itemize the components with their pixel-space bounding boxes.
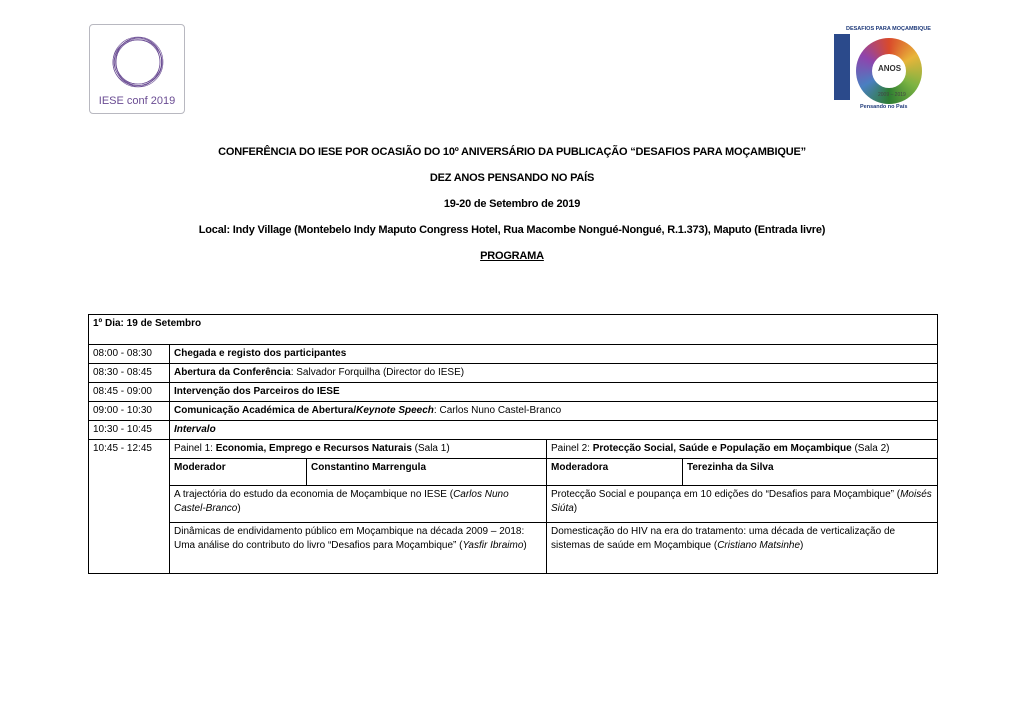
panel1-talk [170, 523, 547, 574]
talk-row [89, 486, 938, 523]
panel1-header [170, 440, 547, 459]
desafios-logo-tagline: Pensando no País [860, 104, 908, 110]
iese-ring-icon [107, 31, 169, 93]
conference-subtitle: DEZ ANOS PENSANDO NO PAÍS [429, 172, 595, 184]
talk-title: Protecção Social e poupança em 10 edições do “Desafios para Moçambique” ( [551, 489, 901, 500]
table-row [89, 345, 938, 364]
day-title: 1º Dia: 19 de Setembro [89, 315, 938, 345]
talk-close: ) [237, 503, 241, 514]
talk-close: ) [800, 540, 804, 551]
time-cell: 08:30 - 08:45 [89, 364, 170, 383]
table-row [89, 402, 938, 421]
panel2-talk [547, 523, 938, 574]
panel2-prefix: Painel 2: [551, 443, 593, 454]
talk-author: Carlos Nuno Castel-Branco [174, 489, 509, 514]
table-row [89, 364, 938, 383]
session-detail: : Carlos Nuno Castel-Branco [433, 405, 562, 416]
session-title: Abertura da Conferência [174, 367, 291, 378]
iese-conf-logo-text: IESE conf 2019 [98, 95, 176, 107]
panel2-moderator-name: Terezinha da Silva [683, 459, 938, 486]
programme-table [88, 314, 938, 574]
desafios-10-anos-logo [834, 24, 932, 116]
desafios-logo-digit-one [834, 34, 850, 100]
talk-close: ) [523, 540, 527, 551]
conference-location: Local: Indy Village (Montebelo Indy Maputo Congress Hotel, Rua Macombe Nongué-Nongué, R.1.373), Maputo (Entrada livre) [198, 224, 826, 236]
session-cell [170, 402, 938, 421]
session-cell [170, 421, 938, 440]
day-header-row [89, 315, 938, 345]
time-cell: 10:45 - 12:45 [89, 440, 170, 574]
panel2-room: (Sala 2) [851, 443, 890, 454]
talk-author: Yasfir Ibraimo [462, 540, 524, 551]
session-title: Intervenção dos Parceiros do IESE [174, 386, 340, 397]
talk-author: Cristiano Matsinhe [717, 540, 800, 551]
panel1-name: Economia, Emprego e Recursos Naturais [215, 443, 412, 454]
panel1-moderator-label: Moderador [170, 459, 307, 486]
panel1-room: (Sala 1) [411, 443, 450, 454]
desafios-logo-anos: ANOS [878, 64, 902, 73]
talk-author: Moisés Siúta [551, 489, 932, 514]
moderator-row [89, 459, 938, 486]
session-title: Comunicação Académica de Abertura/ [174, 405, 357, 416]
panel2-header [547, 440, 938, 459]
talk-title: A trajectória do estudo da economia de Moçambique no IESE ( [174, 489, 454, 500]
panel1-moderator-name: Constantino Marrengula [307, 459, 547, 486]
desafios-logo-title: DESAFIOS PARA MOÇAMBIQUE [846, 26, 931, 32]
table-row [89, 383, 938, 402]
session-title: Chegada e registo dos participantes [174, 348, 347, 359]
session-title-italic: Keynote Speech [356, 405, 434, 416]
talk-title: Dinâmicas de endividamento público em Moçambique na década 2009 – 2018: Uma análise do contributo do livro “Desafios para Moçambique” ( [174, 526, 525, 551]
panel-header-row [89, 440, 938, 459]
talk-close: ) [573, 503, 578, 514]
session-cell [170, 364, 938, 383]
desafios-logo-years: 2009 – 2019 [878, 92, 906, 98]
talk-row [89, 523, 938, 574]
conference-dates: 19-20 de Setembro de 2019 [443, 198, 581, 210]
session-cell [170, 345, 938, 364]
panel2-talk [547, 486, 938, 523]
programa-heading: PROGRAMA [480, 250, 544, 262]
time-cell: 09:00 - 10:30 [89, 402, 170, 421]
session-cell [170, 383, 938, 402]
time-cell: 10:30 - 10:45 [89, 421, 170, 440]
time-cell: 08:45 - 09:00 [89, 383, 170, 402]
table-row [89, 421, 938, 440]
conference-title: CONFERÊNCIA DO IESE POR OCASIÃO DO 10º ANIVERSÁRIO DA PUBLICAÇÃO “DESAFIOS PARA MOÇAMBIQUE” [218, 146, 806, 158]
panel2-name: Protecção Social, Saúde e População em Moçambique [592, 443, 852, 454]
time-cell: 08:00 - 08:30 [89, 345, 170, 364]
iese-conf-logo [89, 24, 185, 114]
panel2-moderator-label: Moderadora [547, 459, 683, 486]
panel1-prefix: Painel 1: [174, 443, 216, 454]
talk-title: Domesticação do HIV na era do tratamento: uma década de verticalização de sistemas de saúde em Moçambique ( [551, 526, 896, 551]
session-detail: : Salvador Forquilha (Director do IESE) [290, 367, 465, 378]
panel1-talk [170, 486, 547, 523]
session-title-italic: Intervalo [174, 424, 216, 435]
